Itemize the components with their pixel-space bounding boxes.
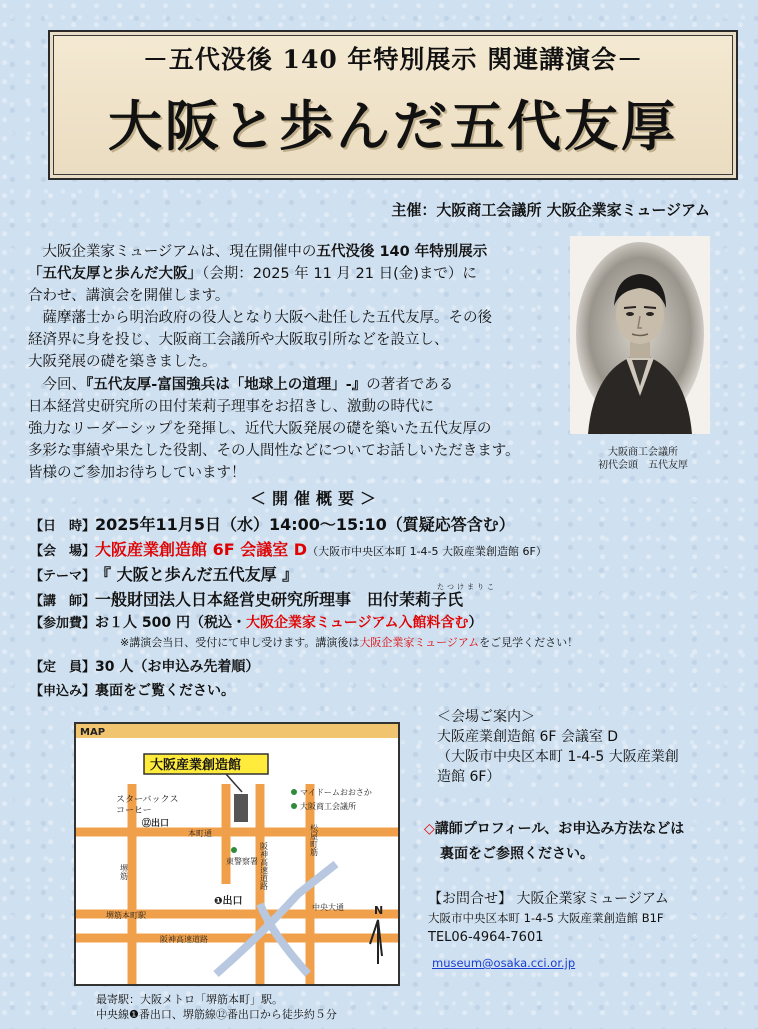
header-banner	[48, 30, 738, 180]
venue-map	[74, 722, 400, 986]
contact-address: 大阪市中央区本町 1-4-5 大阪産業創造館 B1F	[428, 911, 664, 925]
capacity-row: 【定 員】30 人（お申込み先着順）	[30, 659, 260, 675]
intro-line-6: 大阪発展の礎を築きました。	[28, 354, 217, 370]
map-chuo-street: 中央大通	[312, 903, 344, 912]
date-row: 【日 時】2025年11月5日（水）14:00～15:10（質疑応答含む）	[30, 515, 515, 534]
venue-info-line-3: 造館 6F）	[437, 769, 501, 785]
intro-line-2: 「五代友厚と歩んだ大阪」（会期：2025 年 11 月 21 日(金)まで）に	[28, 266, 477, 282]
map-police: 東警察署	[226, 857, 258, 866]
venue-info-line-1: 大阪産業創造館 6F 会議室 D	[437, 729, 619, 745]
notice-line-2: 裏面をご参照ください。	[440, 846, 594, 862]
map-exit12: ⑫出口	[142, 819, 170, 829]
venue-row: 【会 場】大阪産業創造館 6F 会議室 D（大阪市中央区本町 1-4-5 大阪産業創造館 6F）	[30, 540, 547, 559]
fee-note: ※講演会当日、受付にて申し受けます。講演後は大阪企業家ミュージアムをご見学ください！	[120, 636, 579, 649]
map-building-label: 大阪産業創造館	[150, 758, 242, 773]
event-subtitle: －五代没後 140 年特別展示 関連講演会－	[142, 45, 644, 74]
speaker-row: 【講 師】一般財団法人日本経営史研究所理事 田付茉莉子氏	[30, 590, 464, 609]
speaker-ruby: たつけまりこ	[437, 583, 497, 591]
map-north-label: N	[374, 904, 384, 917]
organizer-line: 主催：大阪商工会議所 大阪企業家ミュージアム	[391, 201, 710, 219]
portrait-caption: 大阪商工会議所 初代会頭 五代友厚	[598, 447, 688, 471]
intro-line-3: 合わせ、講演会を開催します。	[28, 288, 230, 304]
intro-line-9: 強力なリーダーシップを発揮し、近代大阪発展の礎を築いた五代友厚の	[28, 421, 492, 437]
map-hanshin-1: 阪神高速道路	[259, 842, 269, 890]
portrait-photo	[570, 236, 710, 434]
map-sakaisuji-honmachi: 堺筋本町駅	[106, 911, 146, 920]
intro-line-5: 経済界に身を投じ、大阪商工会議所や大阪取引所などを設立し、	[28, 332, 449, 348]
contact-tel: TEL06-4964-7601	[428, 930, 544, 945]
intro-line-11: 皆様のご参加お待ちしています！	[28, 465, 246, 481]
venue-info-heading: ＜会場ご案内＞	[437, 709, 535, 725]
map-mydome: マイドームおおさか	[300, 788, 372, 797]
theme-row: 【テーマ】『 大阪と歩んだ五代友厚 』	[30, 565, 299, 584]
map-starbucks-1: スターバックス	[116, 795, 179, 805]
map-starbucks-2: コーヒー	[116, 806, 152, 816]
map-honmachi-street: 本町通	[188, 829, 212, 838]
intro-line-8: 日本経営史研究所の田付茉莉子理事をお招きし、激動の時代に	[28, 399, 434, 415]
intro-line-1: 大阪企業家ミュージアムは、現在開催中の五代没後 140 年特別展示	[28, 244, 488, 260]
fee-row: 【参加費】お１人 500 円（税込・大阪企業家ミュージアム入館料含む）	[30, 615, 483, 631]
contact-email-link[interactable]: museum@osaka.cci.or.jp	[432, 956, 576, 970]
map-exit1: ❶出口	[214, 896, 243, 907]
intro-line-7: 今回、『五代友厚-富国強兵は「地球上の道理」-』の著者である	[28, 377, 454, 393]
summary-heading: ＜開催概要＞	[250, 489, 383, 508]
access-note: 最寄駅：大阪メトロ「堺筋本町」駅。 中央線❶番出口、堺筋線⑫番出口から徒歩約５分	[96, 993, 337, 1021]
map-hanshin-2: 阪神高速道路	[160, 935, 208, 944]
apply-row: 【申込み】裏面をご覧ください。	[30, 683, 236, 699]
event-title: 大阪と歩んだ五代友厚	[108, 94, 678, 158]
intro-line-10: 多彩な事績や果たした役割、その人間性などについてお話しいただきます。	[28, 443, 520, 459]
map-chamber: 大阪商工会議所	[300, 802, 356, 811]
contact-heading: 【お問合せ】 大阪企業家ミュージアム	[428, 891, 669, 907]
notice-line-1: ◇講師プロフィール、お申込み方法などは	[424, 821, 685, 837]
map-sakaisuji: 堺筋	[119, 864, 129, 880]
map-label: MAP	[80, 727, 106, 738]
map-matsuyamachi: 松屋町筋	[309, 824, 319, 856]
venue-info-line-2: （大阪市中央区本町 1-4-5 大阪産業創	[437, 749, 679, 765]
intro-line-4: 薩摩藩士から明治政府の役人となり大阪へ赴任した五代友厚。その後	[28, 310, 492, 326]
